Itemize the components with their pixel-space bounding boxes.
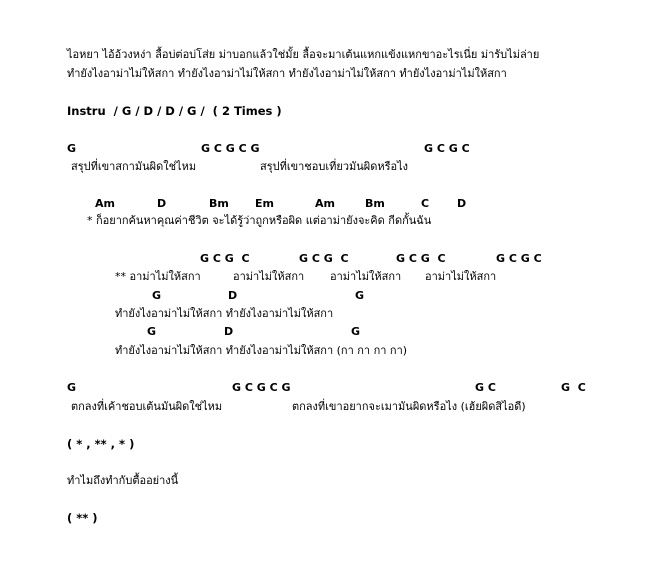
- pre-chord: Am: [315, 197, 335, 210]
- pre-chord: Am: [95, 197, 115, 210]
- chorus-chord: G C G C: [200, 252, 250, 265]
- verse1-chord: G: [67, 142, 77, 155]
- verse2-chord: G C G C G: [232, 381, 291, 394]
- structure-line: ( * , ** , * ): [67, 437, 135, 451]
- verse2-lyric: ตกลงที่เค้าชอบเต้นมันผิดใช่ไหม: [71, 400, 223, 413]
- chorus-lyric: ทำยังไงอาม่าไม่ให้สกา ทำยังไงอาม่าไม่ให้สกา: [115, 307, 334, 320]
- verse1-chord: G C G C G: [201, 142, 260, 155]
- end-line: ( ** ): [67, 511, 98, 525]
- chorus-chord: D: [224, 325, 234, 338]
- chorus-chord: G C G C: [299, 252, 349, 265]
- pre-chord: D: [457, 197, 467, 210]
- chorus-chord: G C G C: [496, 252, 542, 265]
- pre-chord: D: [157, 197, 167, 210]
- instru-line: Instru / G / D / D / G / ( 2 Times ): [67, 104, 282, 118]
- chorus-chord: G: [152, 289, 162, 302]
- chorus-lyric: ** อาม่าไม่ให้สกา: [115, 270, 201, 283]
- chorus-lyric: ทำยังไงอาม่าไม่ให้สกา ทำยังไงอาม่าไม่ให้สกา (กา กา กา กา): [115, 344, 408, 357]
- chorus-chord: G C G C: [396, 252, 446, 265]
- chorus-lyric: อาม่าไม่ให้สกา: [425, 270, 497, 283]
- pre-chord: Em: [255, 197, 274, 210]
- verse1-lyric: สรุปที่เขาสกามันผิดใช่ไหม: [71, 160, 197, 173]
- outro-lyric: ทำไมถึงทำกับตื้ออย่างนี้: [67, 474, 179, 487]
- intro-lyric-line-2: ทำยังไงอาม่าไม่ให้สกา ทำยังไงอาม่าไม่ให้สกา ทำยังไงอาม่าไม่ให้สกา ทำยังไงอาม่าไม่ให้สกา: [67, 67, 507, 80]
- verse1-chord: G C G C: [424, 142, 470, 155]
- verse2-chord: G C: [561, 381, 586, 394]
- chorus-lyric: อาม่าไม่ให้สกา: [330, 270, 402, 283]
- chorus-chord: G: [147, 325, 157, 338]
- chorus-chord: G: [355, 289, 365, 302]
- pre-chord: C: [421, 197, 430, 210]
- intro-lyric-line-1: ไอหยา ไอ้อ้วงหง่า ลื้อบ่ต่อบ่โส่ย ม่าบอกแล้วใช่มั้ย ลื้อจะมาเต้นแหกแข้งแหกขาอะไรเนี่ย ม่ารับไม่ล่าย: [67, 48, 540, 61]
- verse2-chord: G C: [475, 381, 496, 394]
- chorus-lyric: อาม่าไม่ให้สกา: [233, 270, 305, 283]
- verse2-lyric: ตกลงที่เขาอยากจะเมามันผิดหรือไง (เฮ้ยผิดสิไอดี): [292, 400, 526, 413]
- verse1-lyric: สรุปที่เขาชอบเที่ยวมันผิดหรือไง: [260, 160, 409, 173]
- chorus-chord: G: [351, 325, 361, 338]
- pre-lyric: * ก็อยากค้นหาคุณค่าชีวิต จะได้รู้ว่าถูกหรือผิด แต่อาม่ายังจะคิด กีดกั้นฉัน: [87, 214, 432, 227]
- chorus-chord: D: [228, 289, 238, 302]
- verse2-chord: G: [67, 381, 77, 394]
- pre-chord: Bm: [209, 197, 229, 210]
- pre-chord: Bm: [365, 197, 385, 210]
